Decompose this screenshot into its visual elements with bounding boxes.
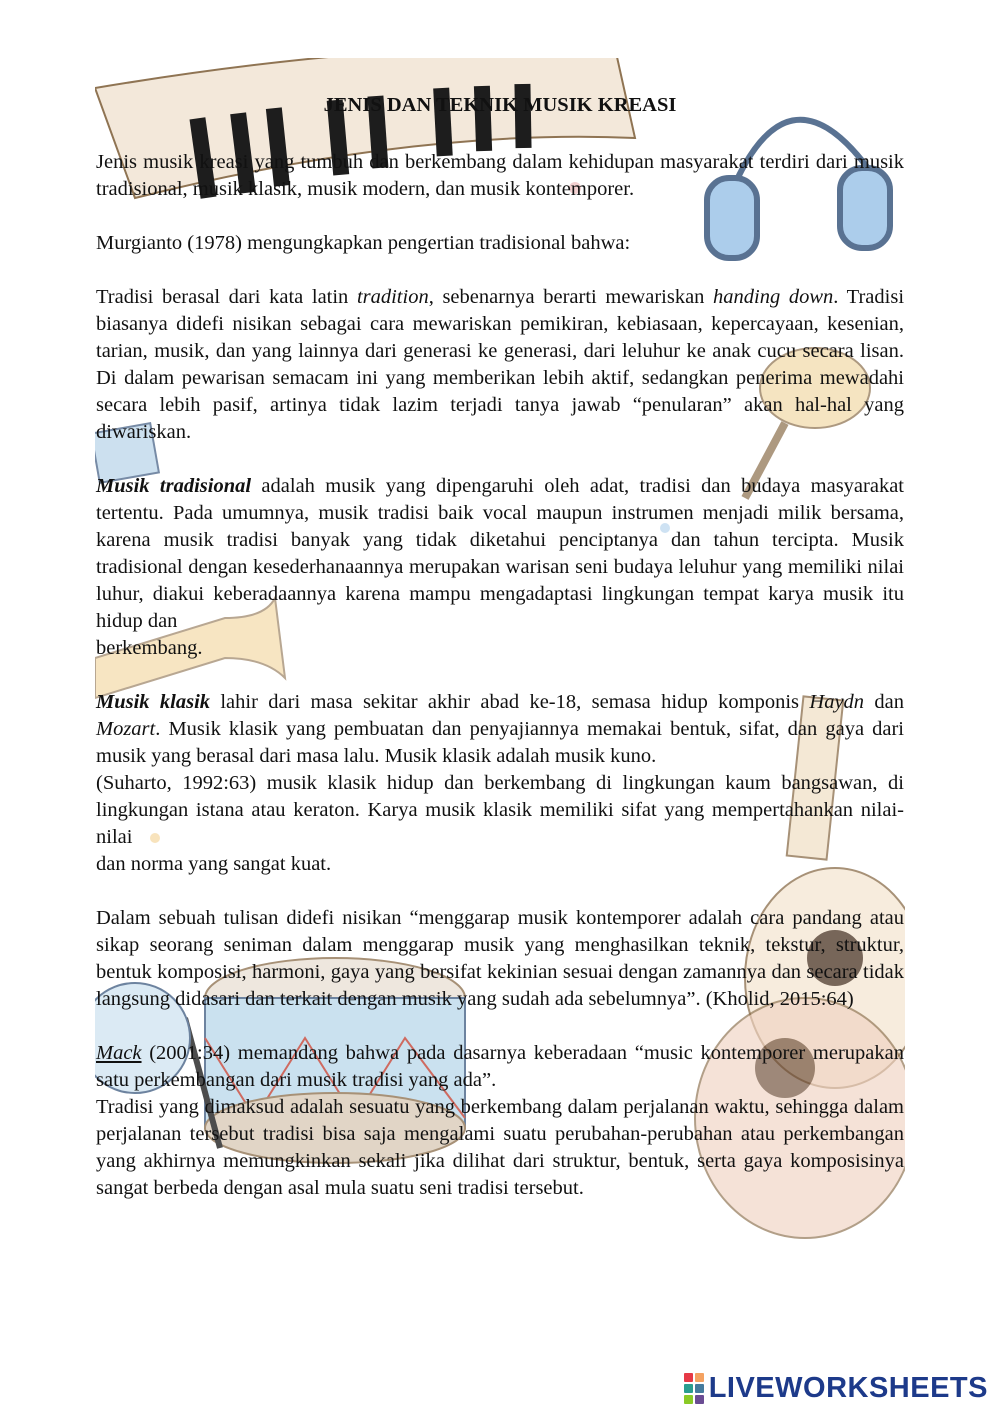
paragraph-kontemporer: Dalam sebuah tulisan didefi nisikan “menggarap musik kontemporer adalah cara pandang atau sikap seorang seniman dalam menggarap musik yang menghasilkan teknik, tekstur, struktur, bentuk komposisi, harmoni, gaya yang bersifat kekinian sesuai dengan zamannya dan secara tidak langsung didasari dan terkait dengan musik yang sudah ada sebelumnya”. (Kholid, 2015:64) bbox=[96, 907, 904, 1010]
paragraph-tradisi-dimaksud: Tradisi yang dimaksud adalah sesuatu yang berkembang dalam perjalanan waktu, sehingga dalam perjalanan tersebut tradisi bisa saja mengalami suatu perubahan-perubahan atau perkembangan yang akhirnya memungkinkan sekali jika dilihat dari struktur, bentuk, serta gaya komposisinya sangat berbeda dengan asal mula suatu seni tradisi tersebut. bbox=[96, 1096, 904, 1199]
text: . Tradisi biasanya didefi nisikan sebagai cara mewariskan pemikiran, kebiasaan, kepercayaan, kesenian, tarian, musik, dan yang lainnya dari generasi ke generasi, dari leluhur ke anak cucu secara lisan. Di dalam pewarisan semacam ini yang memberikan lebih aktif, sedangkan penerima mewadahi secara lebih pasif, artinya tidak lazim terjadi tanya jawab “penularan” akan hal-hal yang diwariskan. bbox=[96, 286, 905, 443]
paragraph-musik-tradisional bbox=[96, 473, 904, 635]
paragraph-musik-tradisional-tail: berkembang. bbox=[96, 637, 203, 659]
text: . Musik klasik yang pembuatan dan penyajiannya memakai bentuk, sifat, dan gaya dari musik yang berasal dari masa lalu. Musik klasik adalah musik kuno. bbox=[96, 718, 904, 767]
text: (2001:34) memandang bahwa pada dasarnya keberadaan “music kontemporer merupakan satu perkembangan dari musik tradisi yang ada”. bbox=[96, 1042, 904, 1091]
paragraph-mack bbox=[96, 1040, 904, 1094]
paragraph-intro: Jenis musik kreasi yang tumbuh dan berkembang dalam kehidupan masyarakat terdiri dari musik tradisional, musik klasik, musik modern, dan musik kontemporer. bbox=[96, 151, 904, 200]
name-mozart: Mozart bbox=[96, 718, 156, 740]
term-tradition: tradition bbox=[356, 286, 429, 308]
paragraph-tradisi bbox=[96, 284, 904, 446]
text: lahir dari masa sekitar akhir abad ke-18, semasa hidup komponis bbox=[210, 691, 810, 713]
document-body bbox=[96, 92, 904, 1229]
term-handing-down: handing down bbox=[713, 286, 834, 308]
paragraph-musik-klasik bbox=[96, 689, 904, 770]
paragraph-musik-klasik-tail: dan norma yang sangat kuat. bbox=[96, 853, 332, 875]
brand-text: LIVEWORKSHEETS bbox=[708, 1372, 988, 1404]
page-title: JENIS DAN TEKNIK MUSIK KREASI bbox=[323, 94, 677, 116]
paragraph-murgianto: Murgianto (1978) mengungkapkan pengertian tradisional bahwa: bbox=[96, 232, 631, 254]
text: Tradisi berasal dari kata latin bbox=[96, 286, 357, 308]
liveworksheets-logo-icon bbox=[684, 1373, 704, 1404]
liveworksheets-brand[interactable] bbox=[684, 1372, 988, 1405]
text: , sebenarnya berarti mewariskan bbox=[428, 286, 714, 308]
term-musik-tradisional: Musik tradisional bbox=[96, 475, 252, 497]
text: adalah musik yang dipengaruhi oleh adat, tradisi dan budaya masyarakat tertentu. Pada umumnya, musik tradisi baik vocal maupun instrumen menjadi milik bersama, karena musik tradisi banyak yang tidak diketahui penciptanya dan tahun tercipta. Musik tradisional dengan kesederhanaannya merupakan warisan seni budaya leluhur yang memiliki nilai luhur, diakui keberadaannya karena mampu mengadaptasi lingkungan tempat karya musik itu hidup dan bbox=[96, 475, 904, 632]
text: dan bbox=[864, 691, 904, 713]
name-haydn: Haydn bbox=[809, 691, 865, 713]
name-mack: Mack bbox=[96, 1042, 142, 1064]
term-musik-klasik: Musik klasik bbox=[96, 691, 211, 713]
paragraph-suharto: (Suharto, 1992:63) musik klasik hidup dan berkembang di lingkungan kaum bangsawan, di lingkungan istana atau keraton. Karya musik klasik memiliki sifat yang mempertahankan nilai-nilai bbox=[96, 772, 904, 848]
